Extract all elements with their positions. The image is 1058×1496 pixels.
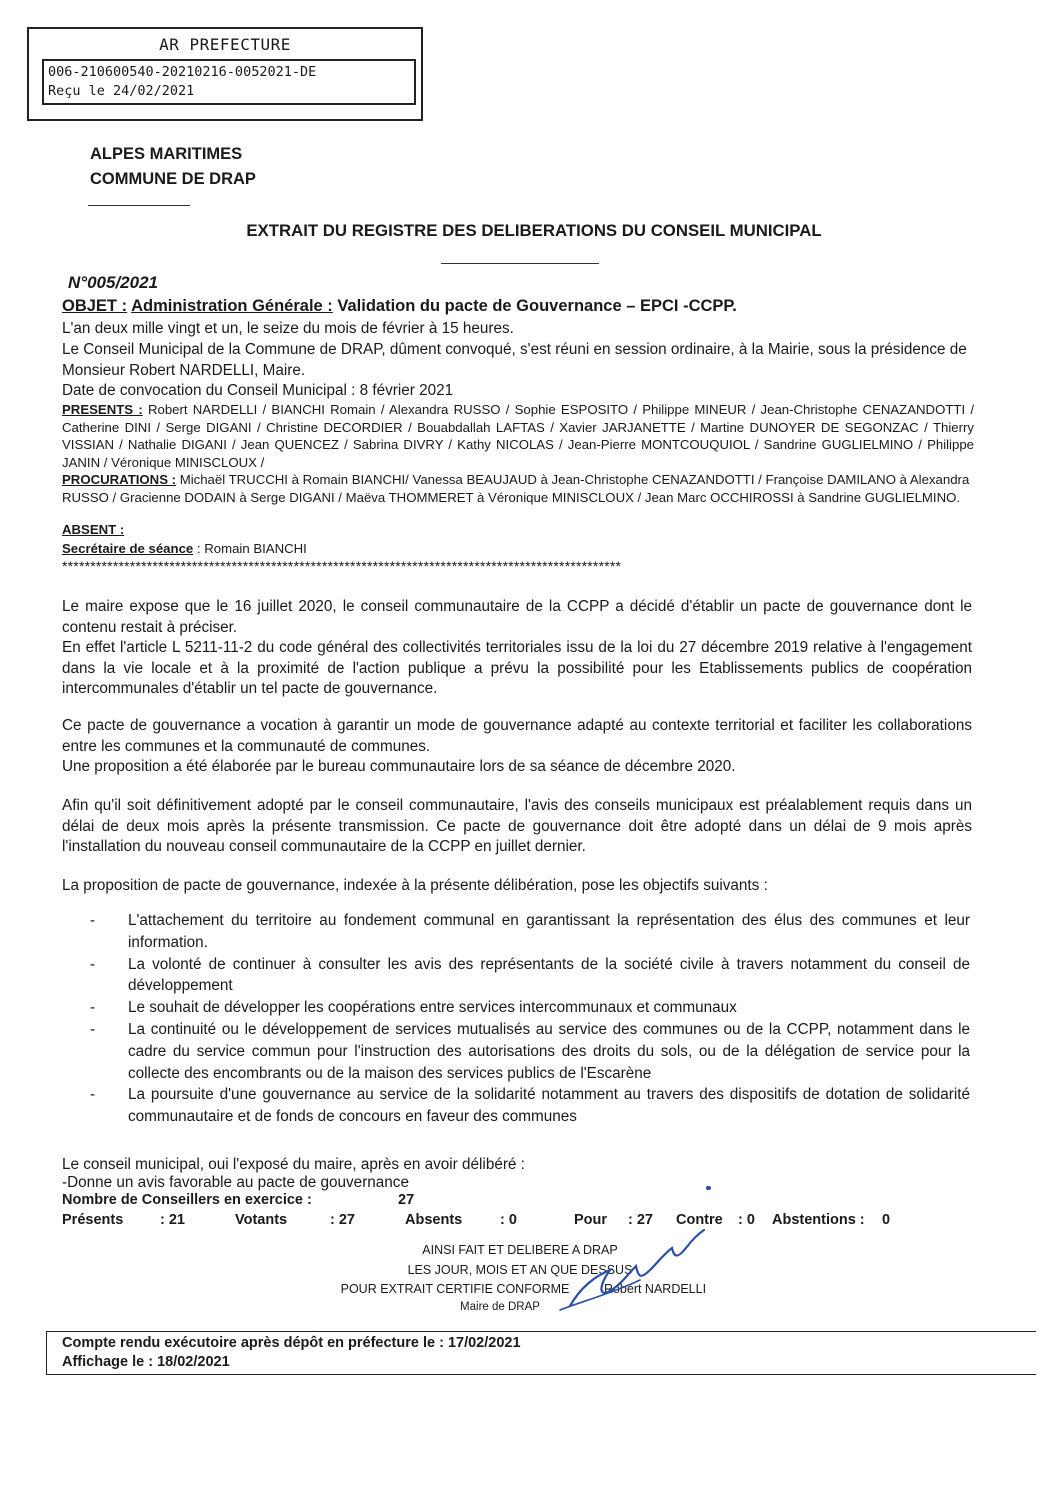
signature-line-3: POUR EXTRAIT CERTIFIE CONFORME [340, 1282, 570, 1296]
paragraph-adoption: Afin qu'il soit définitivement adopté par le conseil communautaire, l'avis des conseils municipaux est préalablement requis dans un délai de deux mois après la présente transmission. Ce pacte de gouvernance doit être adopté dans un délai de 9 mois après l'installation du nouveau conseil communautaire de la CCPP en juillet dernier. [62, 797, 972, 855]
convocation-date: Date de convocation du Conseil Municipal : 8 février 2021 [62, 382, 454, 399]
paragraph-objectives-intro: La proposition de pacte de gouvernance, indexée à la présente délibération, pose les objectifs suivants : [62, 877, 768, 894]
signatory-role: Maire de DRAP [460, 1301, 540, 1313]
secretaire-line [62, 540, 307, 558]
absents-label: Absents [405, 1212, 463, 1228]
abstentions-label: Abstentions : [772, 1212, 865, 1228]
procurations-block [62, 471, 974, 506]
conseillers-label: Nombre de Conseillers en exercice : [62, 1192, 312, 1208]
presents-count-label: Présents [62, 1212, 124, 1228]
paragraph-vocation: Ce pacte de gouvernance a vocation à garantir un mode de gouvernance adapté au contexte territorial et faciliter les collaborations entre les communes et la communauté de communes. [62, 717, 972, 755]
compte-rendu-line: Compte rendu exécutoire après dépôt en préfecture le : 17/02/2021 [62, 1335, 521, 1351]
objet-line [62, 297, 737, 316]
absents-count: : 0 [500, 1212, 517, 1228]
votants-label: Votants [235, 1212, 288, 1228]
list-item: - La poursuite d'une gouvernance au service de la solidarité notamment au travers des dispositifs de dotation de solidarité communautaire et de fonds de concours en faveur des communes [90, 1086, 970, 1126]
header-rule [88, 205, 190, 206]
procurations-label: PROCURATIONS : [62, 472, 177, 487]
handwritten-signature [540, 1218, 710, 1318]
list-item: - Le souhait de développer les coopérations entre services intercommunaux et communaux [90, 999, 737, 1017]
ink-mark [706, 1186, 711, 1190]
paragraph-article: En effet l'article L 5211-11-2 du code général des collectivités territoriales issu de la loi du 27 décembre 2019 relative à l'engagement dans la vie locale et à la proximité de l'action publique a prévu la possibilité pour les Etablissements publics de coopération intercommunales d'établir un tel pacte de gouvernance. [62, 639, 972, 697]
objectives-list [90, 910, 970, 1128]
contre-label: Contre [676, 1212, 723, 1228]
conclusion-decision: -Donne un avis favorable au pacte de gouvernance [62, 1174, 409, 1191]
procurations-list: Michaël TRUCCHI à Romain BIANCHI/ Vanessa BEAUJAUD à Jean-Christophe CENAZANDOTTI / Françoise DAMILANO à Alexandra RUSSO / Gracienne DODAIN à Serge DIGANI / Maëva THOMMERET à Véronique MINISCLOUX / Jean Marc OCCHIROSSI à Sandrine GUGLIELMINO. [62, 472, 970, 505]
deliberation-number: N°005/2021 [68, 273, 158, 292]
separator-line: *************************************************************************************************** [62, 558, 622, 574]
stamp-title: AR PREFECTURE [159, 35, 291, 54]
vote-results [0, 1212, 1058, 1232]
prefecture-stamp [27, 27, 423, 121]
affichage-line: Affichage le : 18/02/2021 [62, 1354, 230, 1370]
stamp-received-date: Reçu le 24/02/2021 [48, 83, 195, 99]
objet-category: Administration Générale : [131, 297, 333, 315]
paragraph-intro: Le maire expose que le 16 juillet 2020, le conseil communautaire de la CCPP a décidé d'établir un pacte de gouvernance dont le contenu restait à préciser. [62, 598, 972, 636]
council-convened: Le Conseil Municipal de la Commune de DRAP, dûment convoqué, s'est réuni en session ordinaire, à la Mairie, sous la présidence de Monsieur Robert NARDELLI, Maire. [62, 341, 967, 379]
signature-line-2: LES JOUR, MOIS ET AN QUE DESSUS [407, 1263, 633, 1277]
conclusion-deliberation: Le conseil municipal, oui l'exposé du maire, après en avoir délibéré : [62, 1156, 525, 1173]
document-title: EXTRAIT DU REGISTRE DES DELIBERATIONS DU CONSEIL MUNICIPAL [246, 221, 822, 240]
department-name: ALPES MARITIMES [90, 145, 243, 163]
presents-block [62, 401, 974, 471]
objet-text: Validation du pacte de Gouvernance – EPCI -CCPP. [337, 297, 737, 315]
absent-label: ABSENT : [62, 522, 125, 537]
presents-label: PRESENTS : [62, 402, 143, 417]
commune-name: COMMUNE DE DRAP [90, 170, 256, 188]
stamp-reference: 006-210600540-20210216-0052021-DE [48, 64, 317, 80]
session-date: L'an deux mille vingt et un, le seize du mois de février à 15 heures. [62, 320, 514, 337]
list-item: - La continuité ou le développement de services mutualisés au service des communes ou de la CCPP, notamment dans le cadre du service commun pour l'instruction des autorisations des droits du sols, ou de la délégation de service pour la collecte des encombrants ou de la maison des services publics de l'Escarène [90, 1020, 970, 1082]
paragraph-proposition: Une proposition a été élaborée par le bureau communautaire lors de sa séance de décembre 2020. [62, 758, 736, 775]
signatory-name: Robert NARDELLI [603, 1282, 707, 1296]
title-rule [441, 263, 599, 264]
list-item: - L'attachement du territoire au fondement communal en garantissant la représentation des élus des communes et leur information. [90, 912, 970, 951]
contre-count: : 0 [738, 1212, 755, 1228]
pour-count: : 27 [628, 1212, 653, 1228]
objet-label: OBJET : [62, 297, 128, 315]
pour-label: Pour [574, 1212, 608, 1228]
abstentions-count: 0 [882, 1212, 891, 1228]
list-item: - La volonté de continuer à consulter les avis des représentants de la société civile à travers notamment du conseil de développement [90, 955, 970, 995]
signature-line-1: AINSI FAIT ET DELIBERE A DRAP [422, 1243, 618, 1257]
presents-count: : 21 [160, 1212, 185, 1228]
votants-count: : 27 [330, 1212, 355, 1228]
conseillers-value: 27 [398, 1192, 415, 1208]
secretaire-name: : Romain BIANCHI [193, 541, 307, 556]
stamp-reference-box [42, 59, 416, 105]
presents-list: Robert NARDELLI / BIANCHI Romain / Alexandra RUSSO / Sophie ESPOSITO / Philippe MINEUR / Jean-Christophe CENAZANDOTTI / Catherine DINI / Serge DIGANI / Christine DECORDIER / Bouabdallah LAFTAS / Xavier JARJANETTE / Martine DUNOYER DE SEGONZAC / Thierry VISSIAN / Nathalie DIGANI / Jean QUENCEZ / Sabrina DIVRY / Kathy NICOLAS / Jean-Pierre MONTCOUQUIOL / Sandrine GUGLIELMINO / Philippe JANIN / Véronique MINISCLOUX / [62, 402, 975, 470]
secretaire-label: Secrétaire de séance [62, 541, 194, 556]
